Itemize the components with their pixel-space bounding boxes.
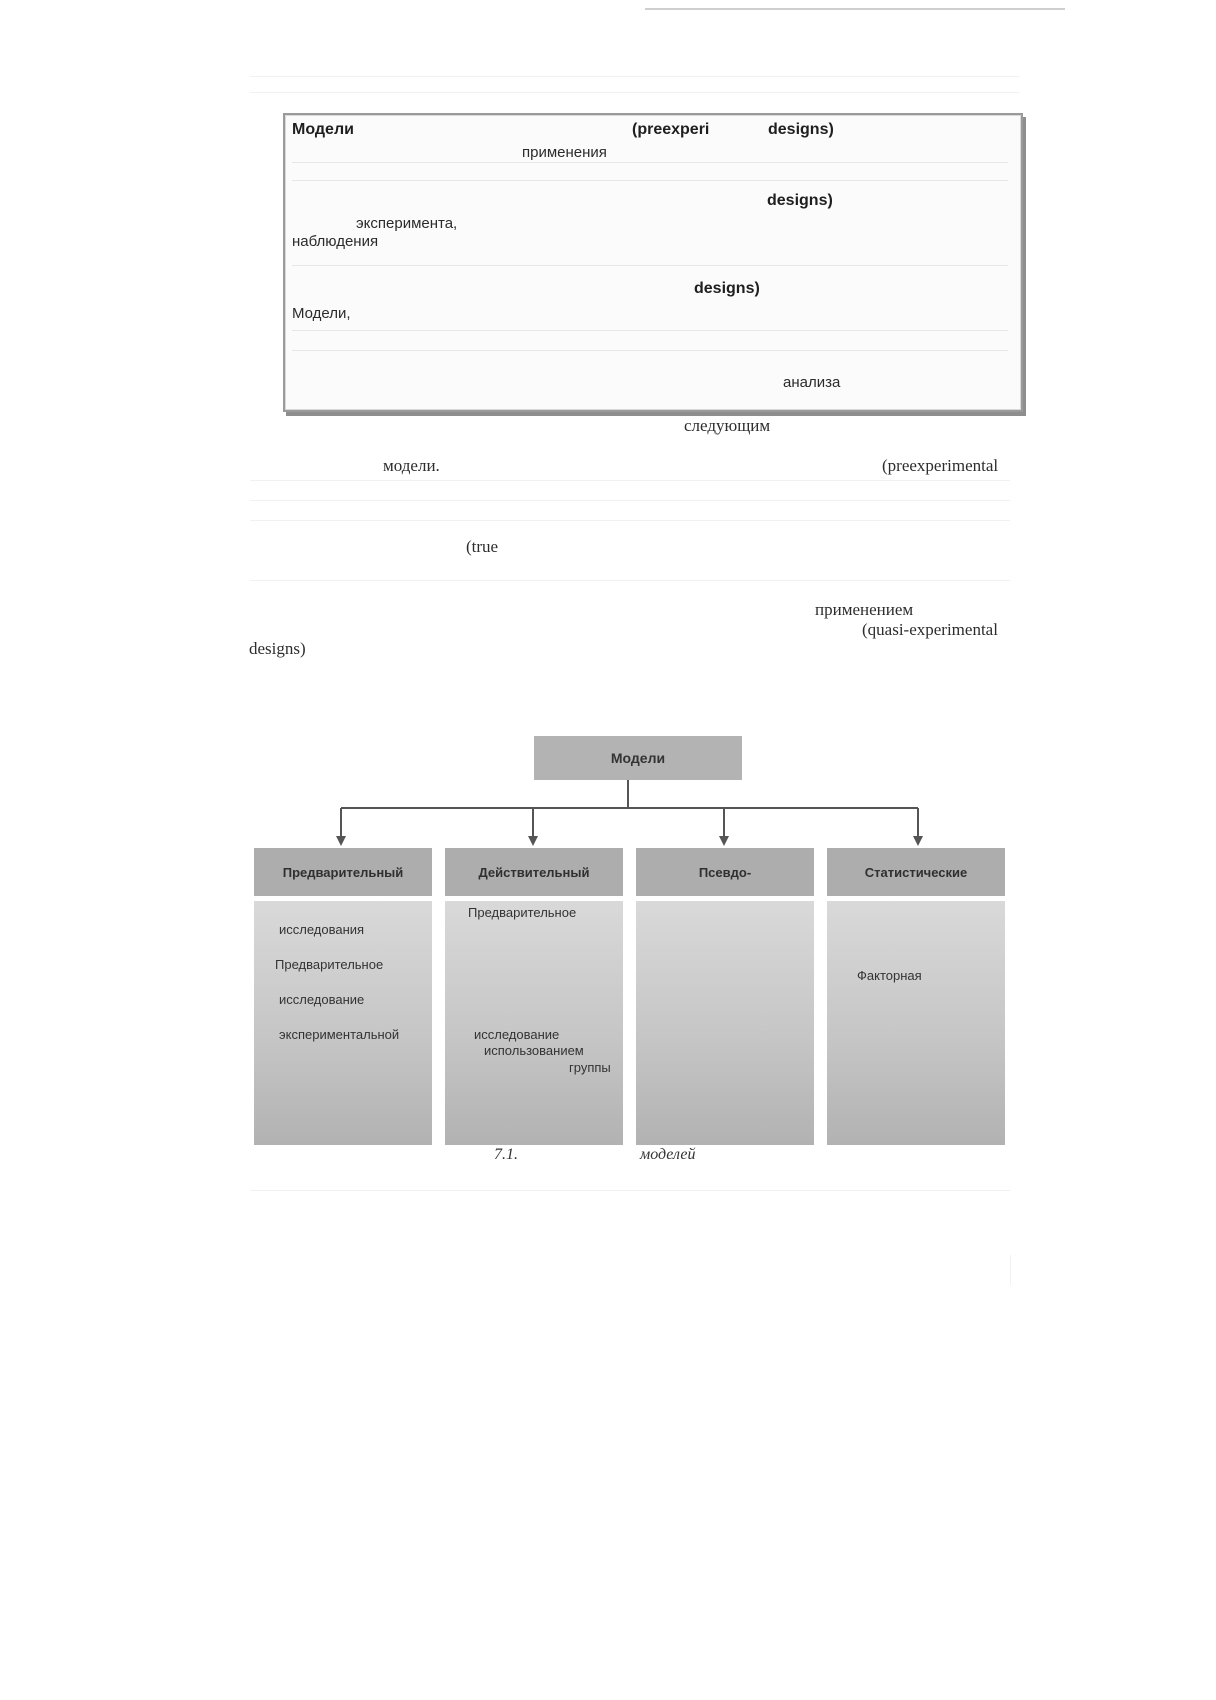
faded-line [250,1190,1010,1191]
body-word-quasi-experimental: (quasi-experimental [862,620,998,639]
box-text-observation: наблюдения [292,233,379,250]
cell-item: исследования [279,922,365,937]
box-term-preexperimental: (preexperi [632,121,710,138]
cell-item: группы [569,1060,611,1075]
box-text-application: применения [522,144,607,161]
box-text-experiment: эксперимента, [356,215,458,232]
box-term-designs-3: designs) [694,280,760,297]
column-body-preliminary [254,901,432,1145]
column-head-quasi [636,848,814,896]
box-term-models: Модели [292,121,354,138]
body-word-preexperimental: (preexperimental [882,456,999,475]
box-text-models: Модели, [292,305,351,322]
body-word-next: следующим [684,416,771,435]
figure-caption: моделей [640,1146,696,1163]
cell-item: исследование [474,1027,560,1042]
box-text-analysis: анализа [783,374,841,391]
column-title: Псевдо- [698,864,752,880]
diagram-root-label: Модели [610,750,666,766]
column-head-preliminary [254,848,432,896]
box-term-designs-2: designs) [767,192,833,209]
cell-item: использованием [484,1043,584,1058]
cell-item: Факторная [857,968,922,983]
column-body-quasi [636,901,814,1145]
faded-mark [1010,1255,1011,1285]
column-title: Статистические [864,864,968,880]
cell-item: исследование [279,992,365,1007]
column-body-true [445,901,623,1145]
cell-item: экспериментальной [279,1027,400,1042]
body-word-designs: designs) [249,639,306,658]
body-word-true: (true [466,537,499,556]
body-word-application: применением [815,600,914,619]
column-title: Действительный [478,864,590,880]
body-word-models: модели. [383,456,440,475]
cell-item: Предварительное [468,905,577,920]
cell-item: Предварительное [275,957,384,972]
column-head-statistical [827,848,1005,896]
box-term-designs-1: designs) [768,121,834,138]
figure-number: 7.1. [494,1146,518,1163]
column-title: Предварительный [282,864,404,880]
column-head-true [445,848,623,896]
column-body-statistical [827,901,1005,1145]
